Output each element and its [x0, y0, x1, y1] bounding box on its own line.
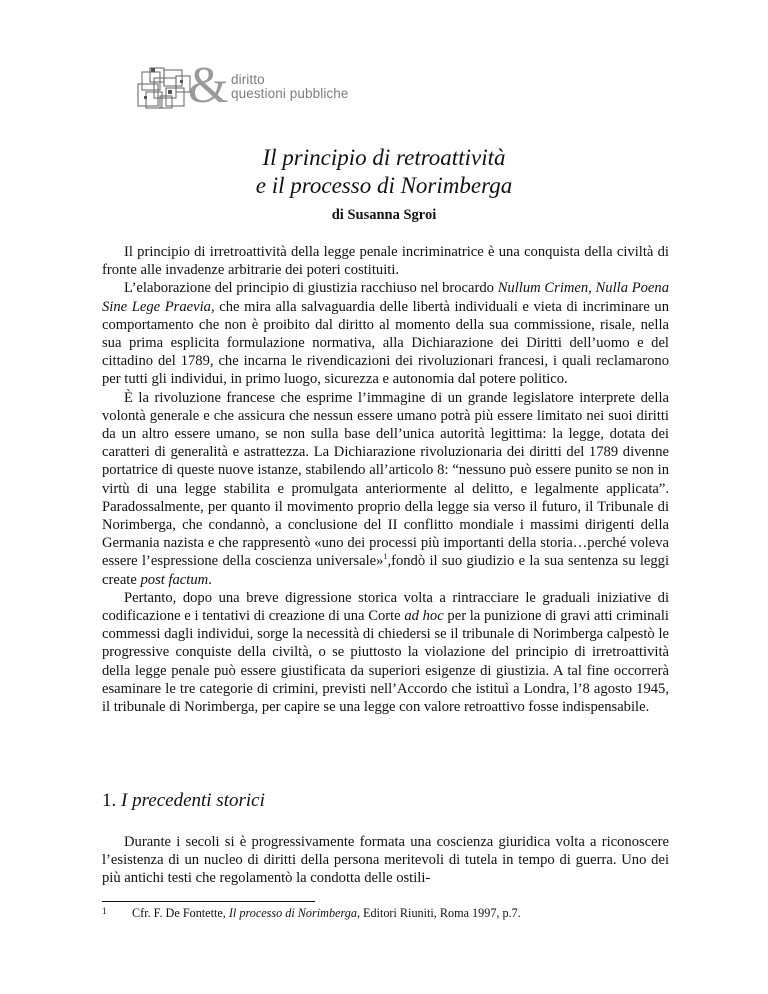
article-title	[0, 144, 768, 200]
section-body	[102, 833, 669, 888]
section-number: 1.	[102, 790, 117, 811]
ampersand-mark: &	[188, 57, 229, 114]
section-title: I precedenti storici	[121, 790, 265, 811]
footnote-text: Cfr. F. De Fontette,	[132, 906, 229, 920]
journal-name	[231, 73, 349, 101]
italic-phrase: post factum	[140, 571, 209, 588]
paragraph-4	[102, 589, 669, 716]
journal-name-line1: diritto	[231, 72, 265, 87]
paragraph-3-end: .	[208, 571, 212, 588]
paragraph-3-text: È la rivoluzione francese che esprime l’immagine di un grande legislatore interprete della volontà generale e che assicura che nessun essere umano potrà più essere limitato nei suoi diritti da un altro essere umano, se non sulla base dell’unica autorità legittima: la legge, dotata dei caratteri di generalità e astrattezza. La Dichiarazione rivoluzionaria dei diritti del 1789 divenne portatrice di queste nuove istanze, stabilendo all’articolo 8: “nessuno può essere punito se non in virtù di una legge stabilita e promulgata anteriormente al delitto, e legalmente applicata”. Paradossalmente, per quanto il movimento proprio della legge sia verso il futuro, il Tribunale di Norimberga, che condannò, a conclusione del II conflitto mondiale i massimi dirigenti della Germania nazista e che rappresentò «uno dei processi più importanti della storia…perché voleva essere l’espressione della coscienza universale»	[102, 389, 669, 570]
footnote-number: 1	[102, 906, 107, 916]
footnote	[102, 906, 521, 921]
journal-name-line2: questioni pubbliche	[231, 86, 349, 101]
article-title-line1: Il principio di retroattività	[262, 145, 506, 170]
section-paragraph-1: Durante i secoli si è progressivamente formata una coscienza giuridica volta a riconoscere l’esistenza di un nucleo di diritti della persona meritevoli di tutela in tempo di guerra. Uno dei più antichi testi che regolamentò la condotta delle ostili-	[102, 834, 669, 887]
grid-squares-logo-icon	[136, 66, 196, 112]
article-title-line2: e il processo di Norimberga	[255, 173, 513, 198]
footnote-book-title: Il processo di Norimberga	[228, 906, 357, 920]
section-heading	[102, 790, 265, 812]
footnote-reference[interactable]: 1	[383, 552, 388, 562]
paragraph-3-text-cont: ,fondò il suo giudizio e la sua sentenza su leggi create	[102, 553, 669, 588]
italic-phrase: ad hoc	[404, 608, 444, 625]
paragraph-1: Il principio di irretroattività della legge penale incriminatrice è una conquista della civiltà di fronte alle invadenze arbitrarie dei poteri costituiti.	[102, 244, 669, 279]
paragraph-2-text-cont: , che mira alla salvaguardia delle libertà individuali e vieta di incriminare un comportamento che non è proibito dal diritto al momento della sua commissione, risale, nella sua prima esplicita formulazione normativa, alla Dichiarazione dei Diritti dell’uomo e del cittadino del 1789, che incarna le rivendicazioni dei rivoluzionari francesi, i quali reclamarono per tutti gli individui, in primo luogo, sicurezza e autonomia dal potere politico.	[102, 298, 669, 388]
paragraph-4-text-cont: per la punizione di gravi atti criminali commessi dagli individui, sorge la necessità di chiedersi se il tribunale di Norimberga calpestò le progressive conquiste della civiltà, o se piuttosto la violazione del principio di irretroattività della legge penale può essere giustificata da superiori esigenze di giustizia. A tal fine occorrerà esaminare le tre categorie di crimini, previsti nell’Accordo che istituì a Londra, l’8 agosto 1945, il tribunale di Norimberga, per capire se una legge con valore retroattivo fosse indispensabile.	[102, 608, 669, 716]
article-body	[102, 243, 669, 716]
paragraph-4-text: Pertanto, dopo una breve digressione storica volta a rintracciare le graduali iniziative di codificazione e i tentativi di creazione di una Corte	[102, 589, 669, 625]
article-author: di Susanna Sgroi	[331, 207, 437, 223]
latin-maxim: Nullum Crimen, Nulla Poena Sine Lege Praevia	[102, 280, 669, 315]
paragraph-2	[102, 279, 669, 388]
footnote-divider	[102, 901, 315, 902]
paragraph-3	[102, 389, 669, 589]
footnote-text-cont: , Editori Riuniti, Roma 1997, p.7.	[356, 906, 521, 920]
paragraph-2-text: L’elaborazione del principio di giustizia racchiuso nel brocardo	[124, 280, 498, 297]
journal-logo	[136, 57, 376, 114]
